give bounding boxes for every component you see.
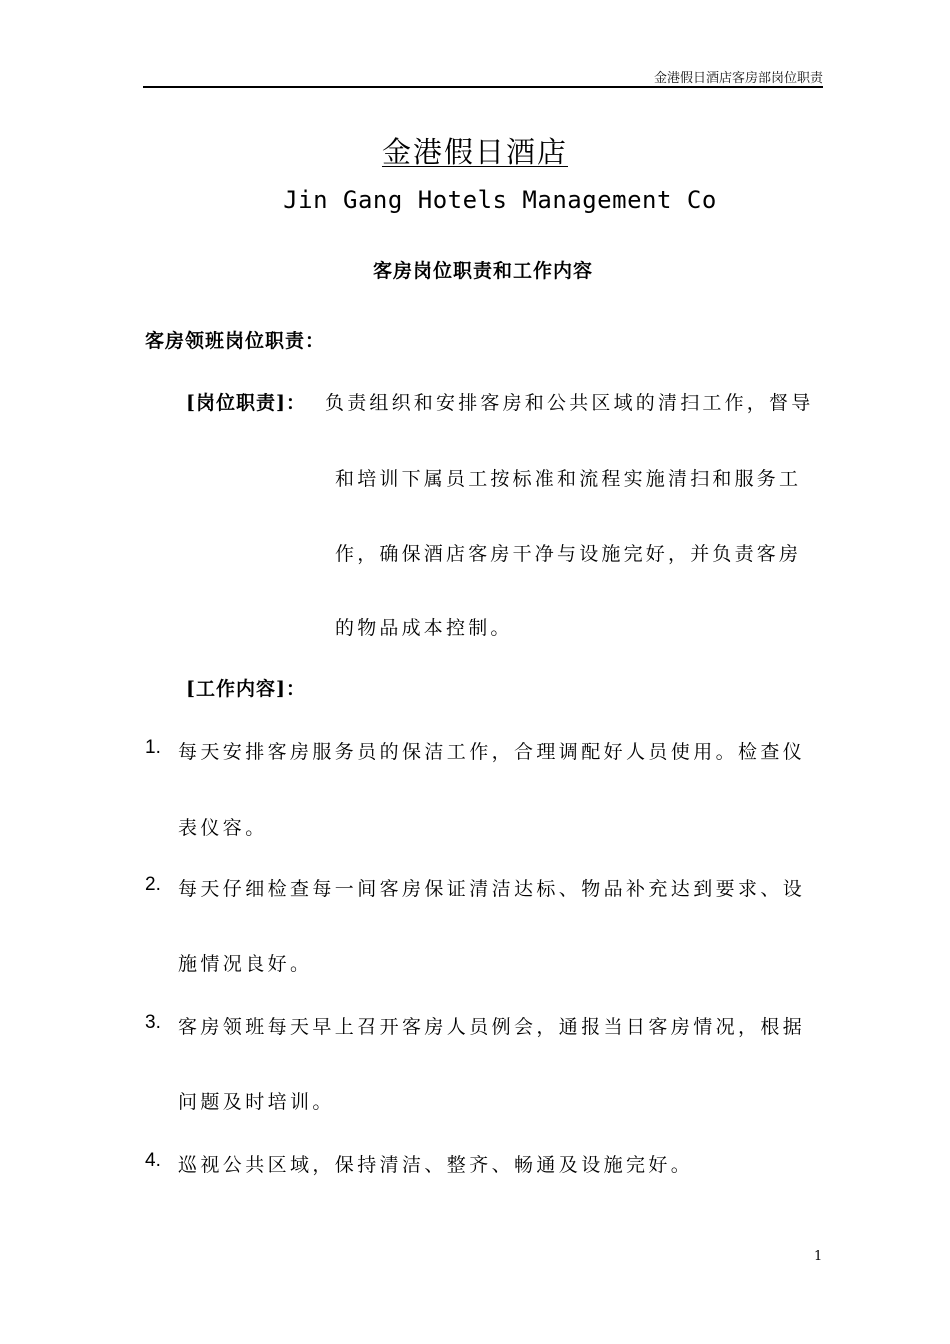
work-content-label: [工作内容]： xyxy=(186,678,306,700)
duty-line: 和培训下属员工按标准和流程实施清扫和服务工 xyxy=(335,468,802,490)
list-item-number: 2. xyxy=(145,874,161,895)
list-item-line: 巡视公共区域，保持清洁、整齐、畅通及设施完好。 xyxy=(178,1154,694,1176)
list-item-line: 问题及时培训。 xyxy=(178,1091,335,1113)
list-item-line: 表仪容。 xyxy=(178,817,268,839)
header-rule xyxy=(143,86,823,88)
section-heading: 客房领班岗位职责： xyxy=(145,330,326,352)
duty-line: 作，确保酒店客房干净与设施完好，并负责客房 xyxy=(335,543,802,565)
running-header: 金港假日酒店客房部岗位职责 xyxy=(653,71,823,86)
list-item-number: 1. xyxy=(145,737,161,758)
hotel-name-title xyxy=(0,130,950,171)
list-item-number: 4. xyxy=(145,1150,161,1171)
duty-line: 负责组织和安排客房和公共区域的清扫工作，督导 xyxy=(325,392,814,414)
company-english-name: Jin Gang Hotels Management Co xyxy=(283,186,717,214)
page-number: 1 xyxy=(814,1249,823,1264)
list-item-line: 每天仔细检查每一间客房保证清洁达标、物品补充达到要求、设 xyxy=(178,878,806,900)
list-item-line: 每天安排客房服务员的保洁工作，合理调配好人员使用。检查仪 xyxy=(178,741,806,763)
duty-label: [岗位职责]： xyxy=(186,392,306,414)
duty-line: 的物品成本控制。 xyxy=(335,617,513,639)
hotel-name-text: 金港假日酒店 xyxy=(381,135,568,169)
list-item-line: 施情况良好。 xyxy=(178,953,313,975)
list-item-line: 客房领班每天早上召开客房人员例会，通报当日客房情况，根据 xyxy=(178,1016,806,1038)
list-item-number: 3. xyxy=(145,1012,161,1033)
document-title: 客房岗位职责和工作内容 xyxy=(372,260,593,282)
